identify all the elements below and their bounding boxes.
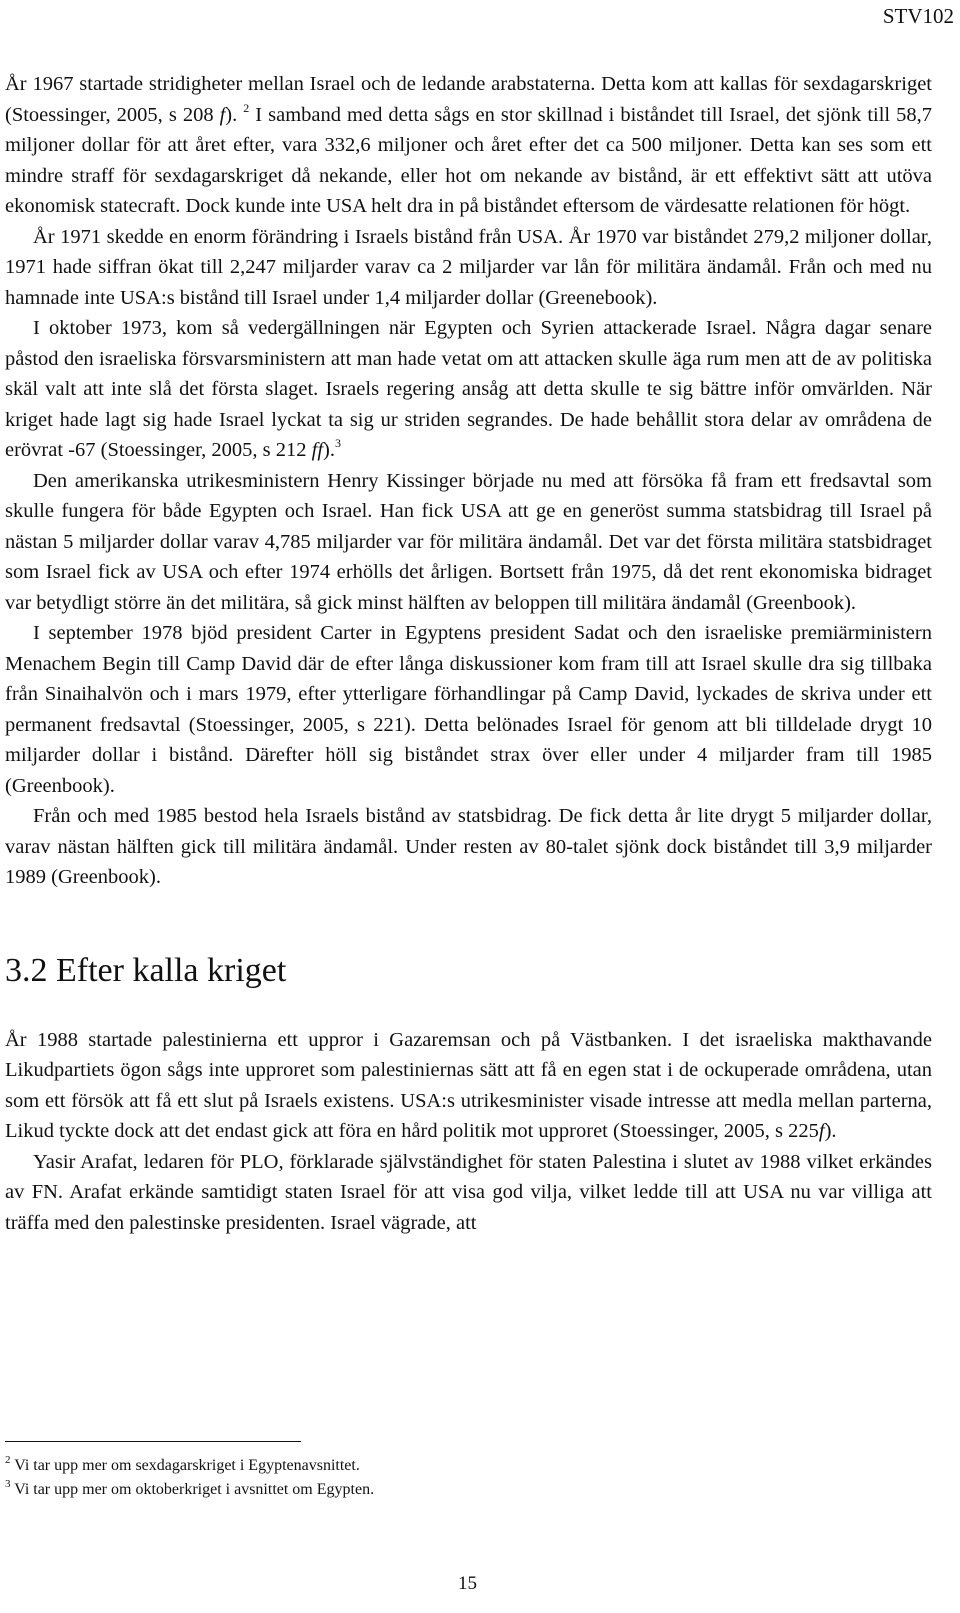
paragraph-4: Den amerikanska utrikesministern Henry Kissinger började nu med att försöka få fram ett fredsavtal som skulle fungera för både Egypten och Israel. Han fick USA att ge en generöst summa statsbidrag till Israel på nästan 5 miljarder dollar varav 4,785 miljarder var för militära ändamål. Det var det första militära statsbidraget som Israel fick av USA och efter 1974 erhölls det årligen. Bortsett från 1975, då det rent ekonomiska bidraget var betydligt större än det militära, så gick minst hälften av beloppen till militära ändamål (Greenbook). (5, 469, 932, 614)
paragraph-7 (5, 1025, 932, 1147)
footnote-separator (5, 1441, 301, 1442)
paragraph-3 (5, 313, 932, 466)
page-number: 15 (458, 1573, 477, 1594)
paragraph-7-text-b: ). (824, 1120, 837, 1142)
footnote-number: 2 (5, 1454, 11, 1466)
paragraph-3-text-b: ). (323, 439, 335, 461)
footnote-text: Vi tar upp mer om sexdagarskriget i Egyptenavsnittet. (14, 1457, 360, 1474)
citation-ff: f (219, 103, 226, 126)
citation-ff: f (818, 1120, 825, 1142)
paragraph-8: Yasir Arafat, ledaren för PLO, förklarade självständighet för staten Palestina i slutet av 1988 vilket erkändes av FN. Arafat erkände samtidigt staten Israel för att visa god vilja, vilket ledde till att USA nu var villiga att träffa med den palestinske presidenten. Israel vägrade, att (5, 1150, 932, 1234)
footnote-text: Vi tar upp mer om oktoberkriget i avsnittet om Egypten. (14, 1481, 375, 1498)
footnote-ref-3: 3 (335, 436, 341, 450)
footnote-item (5, 1454, 905, 1478)
paragraph-3-text-a: I oktober 1973, kom så vedergällningen när Egypten och Syrien attackerade Israel. Några dagar senare påstod den israeliska försvarsministern att man hade vetat om att attacken skulle äga rum men att de av politiska skäl valt att inte slå det första slaget. Israels regering ansåg att detta skulle te sig bättre inför omvärlden. När kriget hade lagt sig hade Israel lyckat ta sig ur striden segrandes. De hade behållit stora delar av områdena de erövrat -67 (Stoessinger, 2005, s 212 (5, 317, 932, 461)
paragraph-2: År 1971 skedde en enorm förändring i Israels bistånd från USA. År 1970 var biståndet 279,2 miljoner dollar, 1971 hade siffran ökat till 2,247 miljarder varav ca 2 miljarder var lån för militära ändamål. Från och med nu hamnade inte USA:s bistånd till Israel under 1,4 miljarder dollar (Greenebook). (5, 225, 932, 309)
paragraph-5: I september 1978 bjöd president Carter in Egyptens president Sadat och den israeliske premiärministern Menachem Begin till Camp David där de efter långa diskussioner kom fram till att Israel skulle dra sig tillbaka från Sinaihalvön och i mars 1979, efter ytterligare förhandlingar på Camp David, lyckades de skriva under ett permanent fredsavtal (Stoessinger, 2005, s 221). Detta belönades Israel för genom att bli tilldelade drygt 10 miljarder dollar i bistånd. Därefter höll sig biståndet strax över eller under 4 miljarder fram till 1985 (Greenbook). (5, 622, 932, 797)
footnotes (5, 1454, 905, 1502)
paragraph-1-text-b: ). (225, 103, 244, 126)
footnote-ref-2: 2 (243, 100, 250, 115)
paragraph-1 (5, 69, 932, 222)
paragraph-7-text-a: År 1988 startade palestinierna ett uppror i Gazaremsan och på Västbanken. I det israeliska makthavande Likudpartiets ögon sågs inte upproret som palestiniernas sätt att få en egen stat i de ockuperade områdena, utan som ett försök att få ett slut på Israels existens. USA:s utrikesminister visade intresse att medla mellan parterna, Likud tyckte dock att det endast gick att föra en hård politik mot upproret (Stoessinger, 2005, s 225 (5, 1028, 932, 1142)
paragraph-1-text-c: I samband med detta sågs en stor skillnad i biståndet till Israel, det sjönk till 58,7 miljoner dollar för att året efter, vara 332,6 miljoner och året efter det ca 500 miljoner. Detta kan ses som ett mindre straff för sexdagarskriget då nekande, eller hot om nekande av bistånd, är ett effektivt sätt att utöva ekonomisk statecraft. Dock kunde inte USA helt dra in på biståndet eftersom de värdesatte relationen för högt. (5, 103, 933, 217)
footnote-item (5, 1478, 905, 1502)
paragraph-6: Från och med 1985 bestod hela Israels bistånd av statsbidrag. De fick detta år lite drygt 5 miljarder dollar, varav nästan hälften gick till militära ändamål. Under resten av 80-talet sjönk dock biståndet till 3,9 miljarder 1989 (Greenbook). (5, 805, 932, 888)
citation-ff: ff (311, 439, 324, 461)
footnote-number: 3 (5, 1478, 11, 1490)
section-heading: 3.2 Efter kalla kriget (5, 951, 287, 989)
running-header: STV102 (882, 4, 954, 28)
paragraph-1-text-a: År 1967 startade stridigheter mellan Israel och de ledande arabstaterna. Detta kom att kallas för sexdagarskriget (Stoessinger, 2005, s 208 (5, 73, 932, 126)
page-body (5, 69, 932, 1238)
